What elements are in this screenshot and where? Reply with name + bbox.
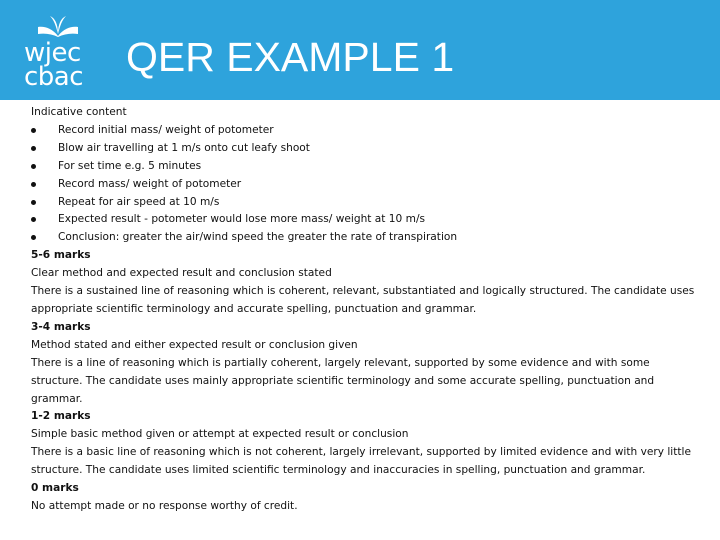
- bullet-item: [31, 176, 701, 194]
- bullet-text: Record mass/ weight of potometer: [58, 177, 242, 190]
- bullet-item: [31, 140, 701, 158]
- header-banner: [0, 0, 720, 100]
- bullet-item: [31, 229, 701, 247]
- indicative-content-heading: Indicative content: [31, 106, 127, 118]
- band-marks-3-4: 3-4 marks: [31, 320, 91, 333]
- bullet-item: [31, 122, 701, 140]
- bullet-text: Record initial mass/ weight of potometer: [58, 123, 274, 136]
- band-summary-0: No attempt made or no response worthy of credit.: [31, 499, 298, 512]
- band-summary-3-4: Method stated and either expected result or conclusion given: [31, 338, 358, 351]
- bullet-item: [31, 211, 701, 229]
- bullet-icon: [31, 235, 36, 240]
- logo-text-wjec: wjec: [24, 38, 81, 68]
- page-title: QER EXAMPLE 1: [126, 34, 455, 80]
- band-marks-0: 0 marks: [31, 482, 79, 495]
- bullet-text: For set time e.g. 5 minutes: [58, 159, 202, 172]
- band-summary-5-6: Clear method and expected result and conclusion stated: [31, 267, 332, 280]
- band-description-3-4: There is a line of reasoning which is partially coherent, largely relevant, supported by some evidence and with some structure. The candidate uses mainly appropriate scientific terminology and some accurate spelling, punctuation and grammar.: [31, 356, 655, 405]
- band-description-5-6: There is a sustained line of reasoning which is coherent, relevant, substantiated and logically structured. The candidate uses appropriate scientific terminology and accurate spelling, punctuation and grammar.: [31, 285, 695, 315]
- logo-text-cbac: cbac: [24, 62, 84, 92]
- bullet-text: Blow air travelling at 1 m/s onto cut leafy shoot: [58, 141, 310, 154]
- bullet-icon: [31, 182, 36, 187]
- band-marks-1-2: 1-2 marks: [31, 410, 91, 423]
- bullet-text: Expected result - potometer would lose more mass/ weight at 10 m/s: [58, 213, 426, 226]
- mark-scheme-content: [31, 104, 701, 516]
- band-summary-1-2: Simple basic method given or attempt at expected result or conclusion: [31, 428, 409, 441]
- bullet-icon: [31, 146, 36, 151]
- bullet-icon: [31, 128, 36, 133]
- bullet-item: [31, 194, 701, 212]
- bullet-icon: [31, 217, 36, 222]
- wjec-cbac-logo: [18, 14, 94, 92]
- bullet-item: [31, 158, 701, 176]
- band-marks-5-6: 5-6 marks: [31, 249, 91, 262]
- bullet-icon: [31, 200, 36, 205]
- bullet-text: Conclusion: greater the air/wind speed the greater the rate of transpiration: [58, 231, 458, 244]
- indicative-content-list: [31, 122, 701, 247]
- band-description-1-2: There is a basic line of reasoning which is not coherent, largely irrelevant, supported by limited evidence and with very little structure. The candidate uses limited scientific terminology and inaccuracies in spelling, punctuation and grammar.: [31, 446, 692, 477]
- bullet-icon: [31, 164, 36, 169]
- bullet-text: Repeat for air speed at 10 m/s: [58, 195, 220, 208]
- open-book-icon: [36, 14, 80, 38]
